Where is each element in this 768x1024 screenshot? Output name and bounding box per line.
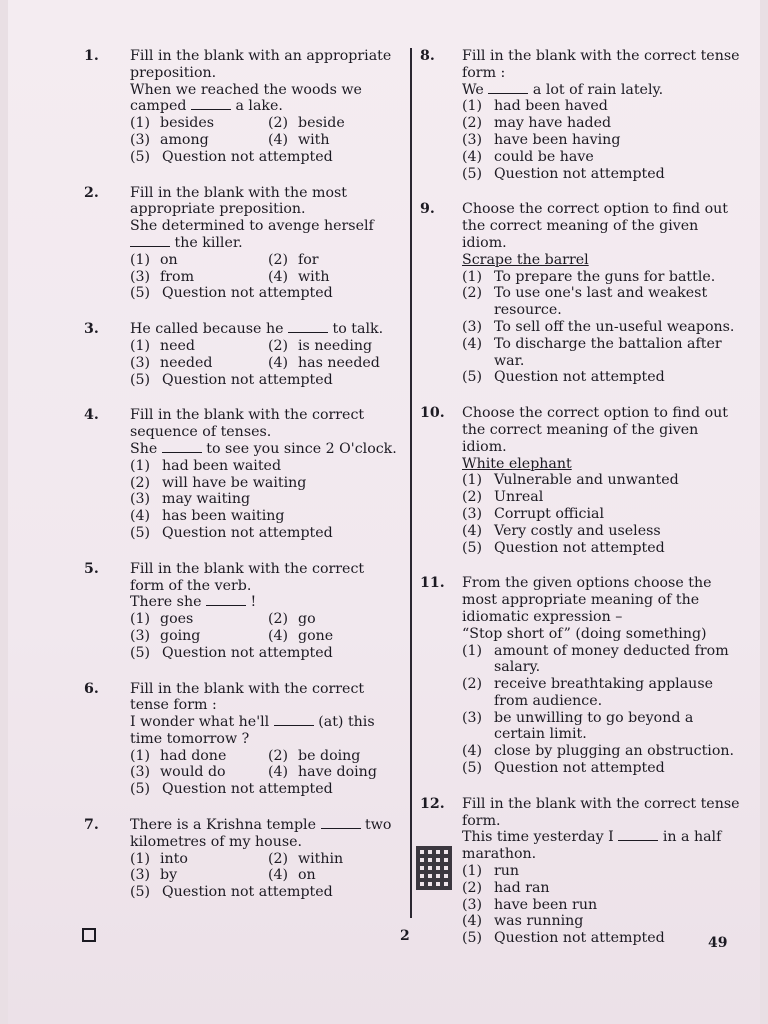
option-text: Question not attempted	[162, 781, 333, 798]
sentence-before-blank: There she	[130, 594, 202, 611]
option-number: (4)	[462, 148, 483, 165]
option-item	[130, 269, 268, 286]
option-number: (3)	[462, 318, 483, 335]
options-list	[130, 748, 402, 798]
option-item	[130, 115, 268, 132]
question-number: 9.	[420, 201, 435, 218]
question-text: Fill in the blank with the most appropriate preposition.	[130, 184, 347, 218]
option-number: (5)	[130, 285, 151, 302]
question-number: 2.	[84, 184, 99, 201]
options-grid	[130, 611, 402, 645]
question	[84, 321, 402, 388]
option-text: may waiting	[162, 491, 251, 508]
option-text: have been run	[494, 896, 598, 913]
option-text: gone	[298, 627, 334, 644]
option-item	[130, 355, 268, 372]
sentence-before-blank: I wonder what he'll	[130, 714, 270, 731]
option-number: (2)	[462, 489, 483, 506]
option-number: (1)	[462, 472, 483, 489]
sentence-after-blank: (at) this time tomorrow ?	[130, 714, 375, 747]
options-list	[462, 643, 742, 777]
option-number: (2)	[462, 115, 483, 132]
option-number: (1)	[130, 115, 151, 132]
options-list	[130, 338, 402, 388]
option-item	[130, 252, 268, 269]
question-sentence	[130, 594, 402, 611]
option-item	[268, 132, 402, 149]
option-number: (4)	[268, 867, 289, 884]
option-text: Question not attempted	[494, 760, 665, 777]
option-number: (2)	[462, 879, 483, 896]
question-sentence	[130, 441, 402, 458]
question-text: Fill in the blank with the correct form of the verb.	[130, 560, 365, 594]
option-item	[462, 115, 742, 132]
option-text: amount of money deducted from salary.	[494, 642, 729, 676]
option-item	[130, 851, 268, 868]
option-number: (1)	[462, 863, 483, 880]
option-item	[130, 508, 402, 525]
answer-blank	[618, 830, 658, 841]
option-number: (2)	[268, 611, 289, 628]
option-text: besides	[160, 115, 215, 132]
option-number: (3)	[130, 867, 151, 884]
option-number: (3)	[462, 896, 483, 913]
option-text: among	[160, 131, 209, 148]
option-item	[130, 645, 402, 662]
question	[420, 405, 742, 556]
option-number: (4)	[462, 522, 483, 539]
option-number: (1)	[130, 611, 151, 628]
sentence-after-blank: to see you since 2 O'clock.	[206, 440, 397, 457]
question-text: Choose the correct option to find out the correct meaning of the given idiom.	[462, 405, 728, 455]
option-item	[462, 369, 742, 386]
option-text: Very costly and useless	[494, 522, 661, 539]
question	[420, 796, 742, 947]
option-number: (1)	[462, 98, 483, 115]
option-text: is needing	[298, 337, 373, 354]
option-item	[462, 149, 742, 166]
question-number: 8.	[420, 48, 435, 64]
answer-blank	[191, 99, 231, 110]
option-item	[130, 285, 402, 302]
option-text: on	[298, 867, 316, 884]
option-item	[268, 867, 402, 884]
answer-blank	[274, 715, 314, 726]
sentence-before-blank: When we reached the woods we camped	[130, 81, 362, 115]
option-number: (4)	[462, 743, 483, 760]
option-item	[462, 98, 742, 115]
option-item	[462, 336, 742, 370]
options-grid	[130, 851, 402, 885]
option-text: had been waited	[162, 457, 282, 474]
option-number: (5)	[462, 165, 483, 182]
option-item	[462, 489, 742, 506]
option-text: Question not attempted	[162, 148, 333, 165]
qr-code-icon	[416, 846, 452, 890]
option-item	[130, 781, 402, 798]
option-number: (5)	[130, 371, 151, 388]
question-number: 10.	[420, 405, 445, 422]
option-item	[462, 506, 742, 523]
option-text: from	[160, 268, 195, 285]
exam-page	[8, 0, 760, 1024]
option-item	[462, 285, 742, 319]
option-number: (5)	[462, 539, 483, 556]
sentence-after-blank: to talk.	[332, 321, 384, 338]
option-item	[268, 611, 402, 628]
question-number: 5.	[84, 560, 99, 577]
option-number: (5)	[130, 781, 151, 798]
option-text: had done	[160, 747, 227, 764]
option-number: (5)	[130, 524, 151, 541]
option-text: To use one's last and weakest resource.	[494, 285, 708, 319]
option-text: To sell off the un-useful weapons.	[494, 318, 735, 335]
option-text: go	[298, 611, 316, 628]
option-number: (3)	[130, 491, 151, 508]
option-number: (2)	[268, 115, 289, 132]
question-sentence	[130, 235, 402, 252]
question-sentence	[130, 817, 402, 851]
options-list	[130, 611, 402, 661]
options-list	[462, 472, 742, 556]
option-item	[130, 372, 402, 389]
sentence-after-blank: in a half marathon.	[462, 829, 722, 863]
option-number: (5)	[462, 369, 483, 386]
option-text: have doing	[298, 764, 377, 781]
options-list	[462, 98, 742, 182]
option-item	[268, 338, 402, 355]
option-number: (4)	[462, 335, 483, 352]
option-text: had been haved	[494, 98, 608, 115]
square-marker-icon	[82, 928, 96, 942]
option-item	[462, 269, 742, 286]
option-item	[130, 628, 268, 645]
question	[420, 48, 742, 182]
option-item	[130, 867, 268, 884]
question-text: Fill in the blank with the correct sequence of tenses.	[130, 407, 365, 441]
option-item	[462, 930, 742, 947]
sentence-after-blank: the killer.	[174, 234, 243, 251]
option-number: (1)	[462, 268, 483, 285]
sentence-after-blank: a lake.	[235, 98, 283, 115]
options-list	[130, 458, 402, 542]
right-column	[420, 48, 742, 966]
option-item	[130, 884, 402, 901]
answer-blank	[321, 818, 361, 829]
option-text: Corrupt official	[494, 505, 605, 522]
option-number: (3)	[462, 709, 483, 726]
question	[84, 817, 402, 901]
question-number: 6.	[84, 680, 99, 697]
question	[84, 48, 402, 166]
question-number: 12.	[420, 795, 445, 812]
option-number: (4)	[462, 913, 483, 930]
option-text: Question not attempted	[162, 644, 333, 661]
option-number: (2)	[268, 337, 289, 354]
option-number: (4)	[268, 354, 289, 371]
options-list	[130, 252, 402, 302]
question-text: Fill in the blank with the correct tense form :	[130, 680, 365, 714]
option-number: (5)	[462, 760, 483, 777]
left-column	[84, 48, 402, 920]
question-text: Choose the correct option to find out the correct meaning of the given idiom.	[462, 201, 728, 251]
option-text: had ran	[494, 879, 550, 896]
option-text: Question not attempted	[162, 285, 333, 302]
options-grid	[130, 252, 402, 286]
sentence-before-blank: He called because he	[130, 321, 284, 338]
option-item	[462, 166, 742, 183]
sentence-before-blank: We	[462, 81, 484, 98]
option-text: close by plugging an obstruction.	[494, 743, 735, 760]
option-item	[130, 475, 402, 492]
option-item	[268, 252, 402, 269]
option-number: (1)	[130, 747, 151, 764]
question	[84, 407, 402, 541]
option-text: Question not attempted	[162, 524, 333, 541]
option-number: (2)	[462, 285, 483, 302]
option-item	[462, 523, 742, 540]
question-sentence	[462, 829, 742, 863]
options-list	[130, 851, 402, 901]
option-text: has needed	[298, 354, 380, 371]
option-number: (3)	[462, 505, 483, 522]
option-item	[130, 525, 402, 542]
option-number: (5)	[130, 884, 151, 901]
option-item	[130, 132, 268, 149]
sentence-before-blank: This time yesterday I	[462, 829, 614, 846]
option-text: with	[298, 131, 330, 148]
answer-blank	[288, 322, 328, 333]
options-grid	[130, 115, 402, 149]
question-text: Fill in the blank with an appropriate preposition.	[130, 48, 392, 81]
option-item	[462, 643, 742, 677]
option-number: (4)	[130, 508, 151, 525]
option-text: Question not attempted	[494, 539, 665, 556]
option-number: (1)	[130, 850, 151, 867]
sentence-after-blank: !	[250, 594, 257, 611]
option-number: (3)	[130, 354, 151, 371]
option-item	[462, 913, 742, 930]
option-number: (2)	[268, 850, 289, 867]
option-item	[130, 748, 268, 765]
idiom-text: White elephant	[462, 455, 572, 472]
option-number: (2)	[130, 474, 151, 491]
options-list	[130, 115, 402, 165]
option-text: was running	[494, 913, 584, 930]
option-text: Question not attempted	[494, 165, 665, 182]
question-sentence	[130, 82, 402, 116]
option-text: into	[160, 850, 188, 867]
option-text: by	[160, 867, 178, 884]
option-item	[268, 269, 402, 286]
column-divider	[410, 48, 412, 918]
question-number: 1.	[84, 48, 99, 64]
option-text: Vulnerable and unwanted	[494, 472, 679, 489]
option-item	[130, 611, 268, 628]
question-text: She determined to avenge herself	[130, 218, 374, 235]
option-item	[268, 851, 402, 868]
option-text: goes	[160, 611, 194, 628]
question	[84, 681, 402, 799]
option-text: be unwilling to go beyond a certain limit.	[494, 709, 694, 743]
option-text: Question not attempted	[494, 930, 665, 947]
option-number: (3)	[130, 131, 151, 148]
options-grid	[130, 338, 402, 372]
option-text: be doing	[298, 747, 361, 764]
option-number: (3)	[130, 764, 151, 781]
option-text: Unreal	[494, 489, 544, 506]
question-number: 3.	[84, 321, 99, 338]
option-item	[462, 760, 742, 777]
option-number: (2)	[268, 747, 289, 764]
question-text: “Stop short of” (doing something)	[462, 625, 707, 642]
option-text: within	[298, 850, 344, 867]
option-item	[130, 338, 268, 355]
option-number: (4)	[268, 131, 289, 148]
option-text: for	[298, 251, 319, 268]
question-number: 4.	[84, 407, 99, 424]
answer-blank	[488, 83, 528, 94]
center-page-marker: 2	[400, 928, 410, 944]
option-text: has been waiting	[162, 508, 285, 525]
question-sentence	[130, 321, 402, 338]
option-text: need	[160, 337, 196, 354]
option-number: (4)	[268, 627, 289, 644]
question-sentence	[130, 714, 402, 748]
option-number: (4)	[268, 764, 289, 781]
question	[420, 575, 742, 777]
question	[420, 201, 742, 386]
question	[84, 561, 402, 662]
options-list	[462, 863, 742, 947]
option-text: may have haded	[494, 115, 612, 132]
options-list	[462, 269, 742, 387]
idiom-text: Scrape the barrel	[462, 251, 589, 268]
option-number: (3)	[130, 627, 151, 644]
option-item	[130, 149, 402, 166]
option-item	[462, 743, 742, 760]
option-text: beside	[298, 115, 345, 132]
option-text: could be have	[494, 148, 594, 165]
option-item	[462, 897, 742, 914]
question	[84, 185, 402, 303]
option-text: To discharge the battalion after war.	[494, 335, 722, 369]
option-item	[268, 115, 402, 132]
option-item	[462, 676, 742, 710]
option-item	[130, 764, 268, 781]
option-number: (2)	[268, 251, 289, 268]
option-text: To prepare the guns for battle.	[494, 268, 716, 285]
option-item	[462, 132, 742, 149]
option-item	[130, 491, 402, 508]
option-number: (4)	[268, 268, 289, 285]
answer-blank	[162, 442, 202, 453]
question-number: 11.	[420, 575, 445, 592]
option-item	[130, 458, 402, 475]
option-number: (1)	[130, 251, 151, 268]
option-number: (5)	[130, 148, 151, 165]
option-text: Question not attempted	[162, 884, 333, 901]
option-text: run	[494, 863, 520, 880]
option-text: going	[160, 627, 201, 644]
option-item	[268, 748, 402, 765]
option-text: would do	[160, 764, 226, 781]
option-number: (1)	[130, 337, 151, 354]
answer-blank	[130, 236, 170, 247]
question-sentence	[462, 82, 742, 99]
option-item	[268, 764, 402, 781]
option-item	[462, 880, 742, 897]
option-number: (5)	[462, 930, 483, 947]
option-item	[462, 472, 742, 489]
option-text: on	[160, 251, 178, 268]
question-text: Fill in the blank with the correct tense form.	[462, 795, 740, 829]
question-text: Fill in the blank with the correct tense form :	[462, 48, 740, 81]
option-item	[268, 628, 402, 645]
option-item	[462, 863, 742, 880]
option-number: (3)	[462, 131, 483, 148]
question-number: 7.	[84, 817, 99, 834]
options-grid	[130, 748, 402, 782]
option-text: with	[298, 268, 330, 285]
option-text: have been having	[494, 131, 621, 148]
option-text: receive breathtaking applause from audience.	[494, 676, 713, 709]
option-number: (2)	[462, 676, 483, 693]
option-item	[268, 355, 402, 372]
option-item	[462, 540, 742, 557]
page-number: 49	[708, 935, 728, 951]
question-text: From the given options choose the most appropriate meaning of the idiomatic expression –	[462, 575, 712, 625]
answer-blank	[206, 595, 246, 606]
sentence-after-blank: two kilometres of my house.	[130, 817, 392, 850]
option-number: (3)	[130, 268, 151, 285]
option-text: Question not attempted	[494, 369, 665, 386]
sentence-after-blank: a lot of rain lately.	[532, 81, 664, 98]
sentence-before-blank: There is a Krishna temple	[130, 817, 316, 834]
option-item	[462, 710, 742, 744]
option-text: will have be waiting	[162, 474, 307, 491]
option-text: Question not attempted	[162, 371, 333, 388]
option-item	[462, 319, 742, 336]
option-number: (1)	[130, 457, 151, 474]
sentence-before-blank: She	[130, 440, 158, 457]
option-number: (1)	[462, 642, 483, 659]
option-number: (5)	[130, 644, 151, 661]
option-text: needed	[160, 354, 213, 371]
